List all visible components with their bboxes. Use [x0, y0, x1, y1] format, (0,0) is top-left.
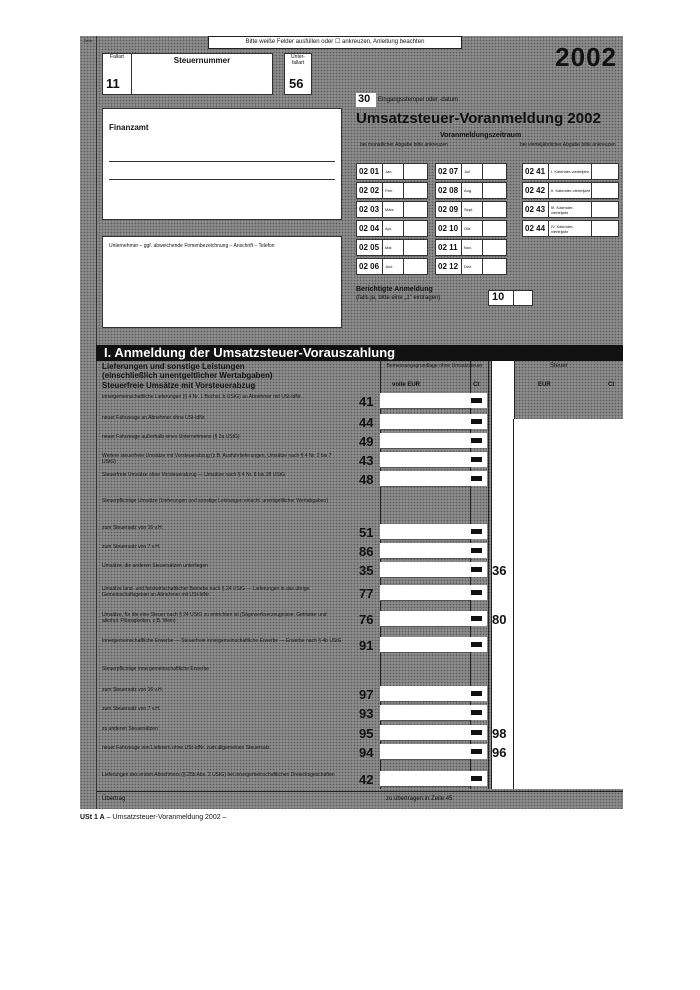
period-quarterly-3[interactable] [522, 201, 619, 218]
period-monthly-10[interactable] [435, 220, 507, 237]
period-monthly-6[interactable] [356, 258, 428, 275]
period-checkbox[interactable] [482, 240, 497, 255]
period-code: 02 09 [438, 205, 459, 214]
amount-input[interactable] [380, 414, 470, 430]
unterfallart-value: 56 [289, 76, 304, 91]
kennzahl: 35 [359, 563, 374, 578]
ct-dash [471, 419, 482, 424]
period-quarter: III. Kalender-vierteljahr [548, 202, 591, 217]
period-monthly-1[interactable] [356, 163, 428, 180]
amount-input[interactable] [380, 543, 470, 559]
amount-input[interactable] [380, 585, 470, 601]
period-quarter: IV. Kalender-vierteljahr [548, 221, 591, 236]
period-checkbox[interactable] [482, 221, 497, 236]
period-month: Aug. [461, 183, 482, 198]
ct-dash [471, 616, 482, 621]
amount-input[interactable] [380, 393, 470, 409]
fallart-box[interactable] [102, 53, 132, 95]
kennzahl: 41 [359, 394, 374, 409]
berichtigt-code-box [488, 290, 514, 306]
ct-dash [471, 529, 482, 534]
berichtigt-code: 10 [492, 291, 505, 303]
ct-dash [471, 642, 482, 647]
row-label: Lieferungen und sonstige Leistungen [102, 362, 245, 371]
period-checkbox[interactable] [591, 164, 606, 179]
kennzahl-tax: 36 [492, 563, 507, 578]
row-label: neuer Fahrzeuge an Abnehmer ohne USt-IdNr. [102, 415, 206, 421]
row-label: zum Steuersatz von 7 v.H. [102, 706, 161, 712]
amount-input[interactable] [380, 725, 470, 741]
period-checkbox[interactable] [403, 164, 418, 179]
row-label: Umsätze, die anderen Steuersätzen unterliegen [102, 563, 208, 569]
period-monthly-12[interactable] [435, 258, 507, 275]
period-checkbox[interactable] [482, 183, 497, 198]
period-checkbox[interactable] [403, 221, 418, 236]
period-checkbox[interactable] [591, 221, 606, 236]
kennzahl: 43 [359, 453, 374, 468]
uebertrag-row [96, 791, 623, 809]
period-monthly-2[interactable] [356, 182, 428, 199]
kennzahl: 95 [359, 726, 374, 741]
period-code: 02 02 [359, 186, 380, 195]
period-month: Feb. [382, 183, 403, 198]
row-label: zum Steuersatz von 7 v.H. [102, 544, 161, 550]
amount-input[interactable] [380, 452, 470, 468]
period-checkbox[interactable] [403, 202, 418, 217]
kennzahl: 86 [359, 544, 374, 559]
section-title: I. Anmeldung der Umsatzsteuer-Vorauszahlung [96, 345, 623, 361]
period-code: 02 01 [359, 167, 380, 176]
finanzamt-label: Finanzamt [109, 123, 149, 132]
kennzahl: 93 [359, 706, 374, 721]
row-label: neuer Fahrzeuge von Lieferern ohne USt-IdNr. zum allgemeinen Steuersatz [102, 745, 270, 751]
row-label: Steuerpflichtige innergemeinschaftliche Erwerbe [102, 666, 210, 672]
period-month: Apr. [382, 221, 403, 236]
ct-dash [471, 438, 482, 443]
kennzahl-tax: 80 [492, 612, 507, 627]
amount-input[interactable] [380, 705, 470, 721]
ct-dash [471, 476, 482, 481]
period-code: 02 44 [525, 224, 546, 233]
kennzahl: 94 [359, 745, 374, 760]
unternehmer-label: Unternehmer – ggf. abweichende Firmenbezeichnung – Anschrift – Telefon [109, 243, 275, 249]
row-label: (einschließlich unentgeltlicher Wertabgaben) [102, 371, 273, 380]
period-month: Nov. [461, 240, 482, 255]
form-desc: – Umsatzsteuer-Voranmeldung 2002 – [106, 814, 227, 821]
zeitraum-quarterly-note: bei vierteljährlicher Abgabe bitte ankreuzen [520, 142, 616, 148]
row-label: zum Steuersatz von 16 v.H. [102, 687, 164, 693]
kennzahl: 42 [359, 772, 374, 787]
line-no-label: Zeile [83, 38, 93, 43]
unterfallart-box[interactable] [284, 53, 312, 95]
period-code: 02 05 [359, 243, 380, 252]
col-tax-label: Steuer [550, 363, 568, 369]
amount-input[interactable] [380, 433, 470, 449]
period-checkbox[interactable] [403, 183, 418, 198]
code-30-box [356, 93, 376, 107]
fallart-value: 11 [106, 76, 120, 91]
steuernummer-field[interactable] [131, 53, 273, 95]
ct-dash [471, 457, 482, 462]
uebertrag-label: Übertrag [102, 796, 126, 802]
kennzahl: 76 [359, 612, 374, 627]
period-monthly-8[interactable] [435, 182, 507, 199]
col-base-unit: volle EUR [392, 382, 421, 388]
period-code: 02 03 [359, 205, 380, 214]
period-monthly-9[interactable] [435, 201, 507, 218]
row-label: Umsätze land- und forstwirtschaftlicher Betriebe nach § 24 UStG — Lieferungen in das übrige Gemeinschaftsgebiet an Abnehmer mit USt-IdNr. [102, 586, 310, 598]
period-monthly-7[interactable] [435, 163, 507, 180]
col-ct-label: Ct [473, 382, 480, 388]
form-title: Umsatzsteuer-Voranmeldung 2002 [356, 110, 601, 127]
kennzahl: 91 [359, 638, 374, 653]
period-quarter: I. Kalender-vierteljahr [548, 164, 591, 179]
period-code: 02 04 [359, 224, 380, 233]
tax-column [513, 419, 623, 789]
amount-input[interactable] [380, 686, 470, 702]
amount-input[interactable] [380, 771, 470, 787]
berichtigt-input[interactable] [513, 290, 533, 306]
period-month: Dez. [461, 259, 482, 274]
period-checkbox[interactable] [591, 202, 606, 217]
col-base-label: Bemessungsgrundlage ohne Umsatzsteuer [386, 363, 483, 369]
period-month: Juni [382, 259, 403, 274]
ct-dash [471, 398, 482, 403]
zeitraum-monthly-note: bei monatlicher Abgabe bitte ankreuzen [360, 142, 448, 148]
kennzahl-tax: 98 [492, 726, 507, 741]
kennzahl: 77 [359, 586, 374, 601]
kennzahl-tax: 96 [492, 745, 507, 760]
ct-dash [471, 548, 482, 553]
col-tax-eur: EUR [538, 382, 551, 388]
period-quarterly-1[interactable] [522, 163, 619, 180]
finanzamt-box[interactable] [102, 108, 342, 220]
period-quarterly-4[interactable] [522, 220, 619, 237]
uebertrag-note: zu übertragen in Zeile 45 [386, 796, 453, 802]
kennzahl: 97 [359, 687, 374, 702]
row-label: zu anderen Steuersätzen [102, 726, 158, 732]
berichtigt-sub: (falls ja, bitte eine „1“ eintragen) [356, 295, 441, 301]
period-checkbox[interactable] [403, 240, 418, 255]
unternehmer-box[interactable] [102, 236, 342, 328]
period-month: Sept. [461, 202, 482, 217]
row-label: Weitere steuerfreie Umsätze mit Vorsteuerabzug (z.B. Ausfuhrlieferungen, Umsätze nach § 4 Nr. 2 bis 7 UStG) [102, 453, 332, 465]
ct-dash [471, 567, 482, 572]
amount-input[interactable] [380, 562, 470, 578]
period-code: 02 42 [525, 186, 546, 195]
ct-dash [471, 749, 482, 754]
period-monthly-3[interactable] [356, 201, 428, 218]
instruction-notice: Bitte weiße Felder ausfüllen oder ☐ ankreuzen, Anleitung beachten [208, 36, 462, 49]
period-month: Jan. [382, 164, 403, 179]
amount-input[interactable] [380, 471, 470, 487]
amount-input[interactable] [380, 524, 470, 540]
period-code: 02 11 [438, 243, 458, 252]
kennzahl: 51 [359, 525, 374, 540]
ct-dash [471, 776, 482, 781]
form-footer [80, 814, 226, 821]
period-quarterly-2[interactable] [522, 182, 619, 199]
amount-input[interactable] [380, 611, 470, 627]
period-checkbox[interactable] [482, 202, 497, 217]
amount-input[interactable] [380, 637, 470, 653]
berichtigt-label: Berichtigte Anmeldung [356, 286, 433, 293]
tax-form [80, 36, 623, 809]
period-code: 02 07 [438, 167, 459, 176]
row-label: Steuerfreie Umsätze ohne Vorsteuerabzug — Umsätze nach § 4 Nr. 8 bis 28 UStG [102, 472, 285, 478]
ct-dash [471, 691, 482, 696]
period-checkbox[interactable] [482, 164, 497, 179]
period-checkbox[interactable] [591, 183, 606, 198]
ct-dash [471, 590, 482, 595]
period-code: 02 12 [438, 262, 459, 271]
form-year: 2002 [555, 42, 617, 72]
kennzahl: 49 [359, 434, 374, 449]
period-code: 02 43 [525, 205, 546, 214]
period-code: 02 10 [438, 224, 459, 233]
row-label: Umsätze, für die eine Steuer nach § 24 UStG zu entrichten ist (Sägewerkserzeugnisse, Getränke und alkohol. Flüssigkeiten, z.B. Wein) [102, 612, 327, 624]
period-monthly-11[interactable] [435, 239, 507, 256]
row-label: Lieferungen des ersten Abnehmers (§ 25b Abs. 2 UStG) bei innergemeinschaftlichen Dreiecksgeschäften [102, 772, 335, 778]
form-id: USt 1 A [80, 814, 105, 821]
amount-input[interactable] [380, 744, 470, 760]
steuernummer-label: Steuernummer [173, 56, 231, 65]
period-monthly-4[interactable] [356, 220, 428, 237]
period-code: 02 08 [438, 186, 459, 195]
period-monthly-5[interactable] [356, 239, 428, 256]
period-month: Juli [461, 164, 482, 179]
period-checkbox[interactable] [403, 259, 418, 274]
period-month: Okt. [461, 221, 482, 236]
fallart-label: Fallart [110, 54, 124, 60]
row-label: zum Steuersatz von 16 v.H. [102, 525, 164, 531]
period-code: 02 06 [359, 262, 380, 271]
row-label: Steuerfreie Umsätze mit Vorsteuerabzug [102, 381, 256, 390]
zeitraum-title: Voranmeldungszeitraum [440, 132, 522, 139]
col-tax-ct: Ct [608, 382, 615, 388]
period-checkbox[interactable] [482, 259, 497, 274]
kennzahl: 44 [359, 415, 374, 430]
row-label: Innergemeinschaftliche Lieferungen (§ 4 Nr. 1 Buchst. b UStG) an Abnehmer mit USt-IdNr. [102, 394, 302, 400]
ct-dash [471, 710, 482, 715]
code-30: 30 [358, 93, 371, 105]
period-code: 02 41 [525, 167, 546, 176]
ct-dash [471, 730, 482, 735]
period-month: Mai [382, 240, 403, 255]
row-label: neuer Fahrzeuge außerhalb eines Unternehmens (§ 2a UStG) [102, 434, 240, 440]
unterfallart-label: Unter-fallart [291, 54, 305, 66]
eingangsstempel-label: Eingangsstempel oder -datum [378, 97, 459, 103]
kennzahl: 48 [359, 472, 374, 487]
period-month: März [382, 202, 403, 217]
line-number-column [80, 36, 97, 809]
row-label: Steuerpflichtige Umsätze (Lieferungen und sonstige Leistungen einschl. unentgeltlicher Wertabgaben) [102, 498, 328, 504]
period-quarter: II. Kalender-vierteljahr [548, 183, 591, 198]
row-label: Innergemeinschaftliche Erwerbe — Steuerfreie innergemeinschaftliche Erwerbe — Erwerbe nach § 4b UStG [102, 638, 342, 644]
